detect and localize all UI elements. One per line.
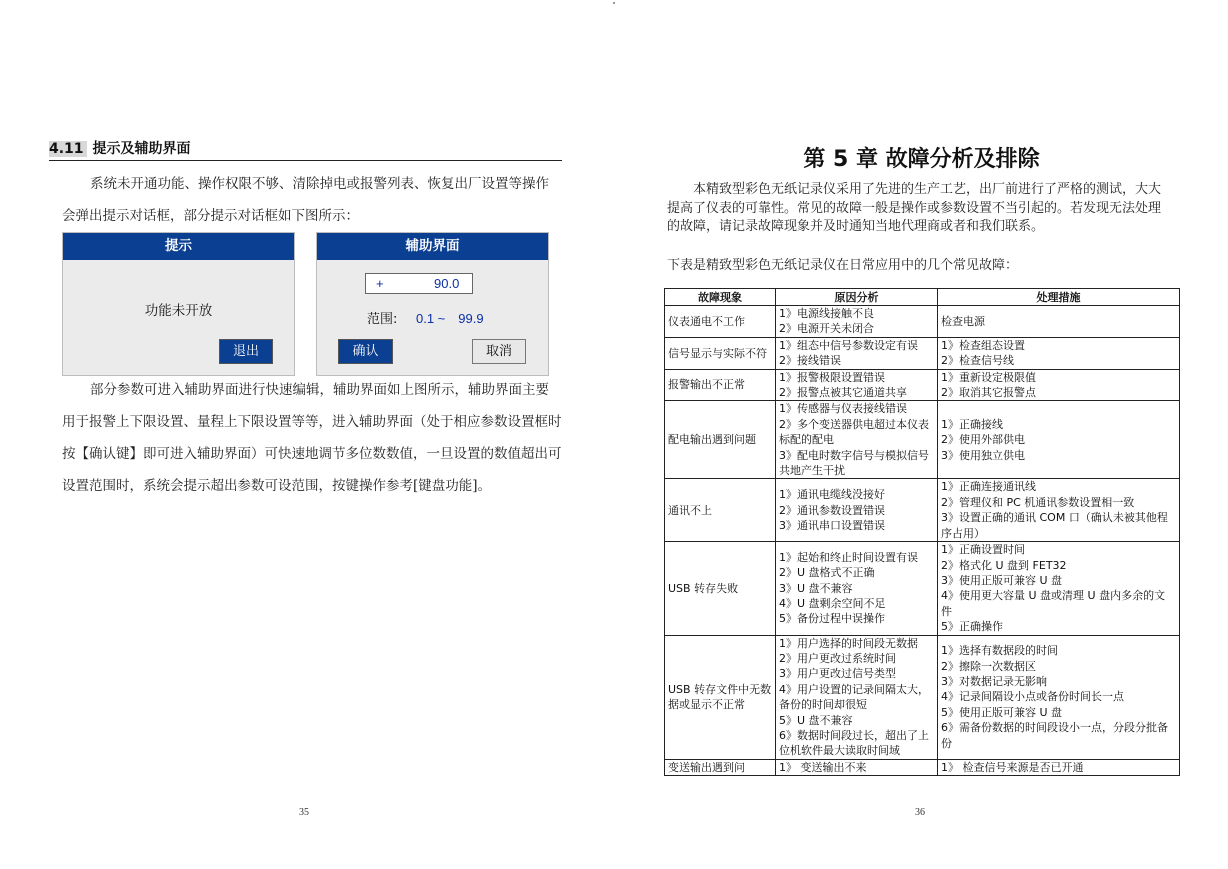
fix-cell xyxy=(938,479,1180,542)
cause-line: 2》U 盘格式不正确 xyxy=(779,566,875,580)
fix-cell xyxy=(938,306,1180,338)
table-row xyxy=(665,479,1180,542)
cause-line: 2》电源开关未闭合 xyxy=(779,322,874,336)
page-number-left: 35 xyxy=(299,807,309,818)
fix-cell xyxy=(938,759,1180,775)
cause-line: 5》U 盘不兼容 xyxy=(779,713,853,727)
cause-cell xyxy=(776,542,938,635)
table-row xyxy=(665,306,1180,338)
fix-line: 1》正确连接通讯线 xyxy=(941,480,1036,494)
fix-line: 1》正确接线 xyxy=(941,417,1003,431)
table-row xyxy=(665,542,1180,635)
cause-line: 1》组态中信号参数设定有误 xyxy=(779,338,918,352)
cause-cell xyxy=(776,306,938,338)
intro-paragraph xyxy=(62,168,562,232)
range-label: 范围: xyxy=(367,312,398,327)
cause-line: 2》多个变送器供电超过本仪表标配的配电 xyxy=(779,417,929,447)
fix-cell xyxy=(938,542,1180,635)
column-header: 原因分析 xyxy=(776,289,938,306)
fix-line: 1》正确设置时间 xyxy=(941,543,1025,557)
fix-cell xyxy=(938,401,1180,479)
value-sign: + xyxy=(376,276,384,291)
cause-line: 5》备份过程中误操作 xyxy=(779,612,885,626)
fix-line: 1》 检查信号来源是否已开通 xyxy=(941,760,1084,774)
cause-line: 1》通讯电缆线没接好 xyxy=(779,488,885,502)
fix-line: 5》使用正版可兼容 U 盘 xyxy=(941,705,1063,719)
fix-line: 2》取消其它报警点 xyxy=(941,386,1036,400)
value-text: 90.0 xyxy=(434,276,460,291)
chapter-title: 第 5 章 故障分析及排除 xyxy=(803,147,1040,172)
chapter-intro xyxy=(667,181,1172,237)
symptom-cell: 仪表通电不工作 xyxy=(665,306,776,338)
aux-dialog-title: 辅助界面 xyxy=(317,233,548,260)
cause-cell xyxy=(776,479,938,542)
fix-line: 2》检查信号线 xyxy=(941,354,1014,368)
symptom-cell: 报警输出不正常 xyxy=(665,369,776,401)
symptom-cell: USB 转存失败 xyxy=(665,542,776,635)
fix-line: 1》检查组态设置 xyxy=(941,338,1025,352)
fix-line: 6》需备份数据的时间段设小一点，分段分批备份 xyxy=(941,721,1168,750)
fix-line: 5》正确操作 xyxy=(941,620,1003,634)
cause-cell xyxy=(776,759,938,775)
fix-cell xyxy=(938,635,1180,759)
cause-line: 2》通讯参数设置错误 xyxy=(779,503,885,517)
column-header: 处理措施 xyxy=(938,289,1180,306)
cause-line: 1》 变送输出不来 xyxy=(779,760,867,774)
section-title: 提示及辅助界面 xyxy=(92,141,191,157)
fix-line: 3》设置正确的通讯 COM 口（确认未被其他程序占用） xyxy=(941,511,1168,540)
table-row xyxy=(665,759,1180,775)
cause-line: 1》起始和终止时间设置有误 xyxy=(779,550,918,564)
section-number: 4.11 xyxy=(49,141,87,157)
chapter-intro-text: 本精致型彩色无纸记录仪采用了先进的生产工艺，出厂前进行了严格的测试，大大提高了仪表的可靠性。常见的故障一般是操作或参数设置不当引起的。若发现无法处理的故障，请记录故障现象并及时通知当地代理商或者和我们联系。 xyxy=(667,182,1162,234)
range-value: 0.1 ~ 99.9 xyxy=(416,311,484,326)
aux-paragraph xyxy=(62,374,562,502)
fix-line: 4》记录间隔设小点或备份时间长一点 xyxy=(941,690,1124,704)
section-heading xyxy=(49,140,562,161)
cause-line: 4》U 盘剩余空间不足 xyxy=(779,597,886,611)
fix-line: 1》重新设定极限值 xyxy=(941,370,1036,384)
table-row xyxy=(665,635,1180,759)
value-input[interactable] xyxy=(365,273,473,294)
header-dot xyxy=(613,2,615,4)
fix-line: 1》选择有数据段的时间 xyxy=(941,644,1058,658)
fix-cell xyxy=(938,369,1180,401)
cause-line: 1》传感器与仪表接线错误 xyxy=(779,402,907,416)
table-row xyxy=(665,337,1180,369)
table-header-row xyxy=(665,289,1180,306)
fix-line: 3》对数据记录无影响 xyxy=(941,675,1047,689)
cause-line: 1》报警极限设置错误 xyxy=(779,370,885,384)
cause-line: 6》数据时间段过长，超出了上位机软件最大读取时间域 xyxy=(779,728,929,758)
fix-line: 2》格式化 U 盘到 FET32 xyxy=(941,558,1067,572)
cause-line: 3》用户更改过信号类型 xyxy=(779,667,896,681)
fix-line: 2》擦除一次数据区 xyxy=(941,659,1036,673)
cause-line: 2》用户更改过系统时间 xyxy=(779,651,896,665)
cause-line: 1》用户选择的时间段无数据 xyxy=(779,636,918,650)
cause-line: 3》U 盘不兼容 xyxy=(779,581,853,595)
tip-dialog-message: 功能未开放 xyxy=(144,303,213,319)
symptom-cell: 配电输出遇到问题 xyxy=(665,401,776,479)
table-row xyxy=(665,369,1180,401)
cause-cell xyxy=(776,337,938,369)
column-header: 故障现象 xyxy=(665,289,776,306)
symptom-cell: 信号显示与实际不符 xyxy=(665,337,776,369)
fix-line: 3》使用独立供电 xyxy=(941,448,1025,462)
table-intro: 下表是精致型彩色无纸记录仪在日常应用中的几个常见故障： xyxy=(667,258,1019,273)
cause-line: 3》配电时数字信号与模拟信号共地产生干扰 xyxy=(779,448,929,478)
cause-line: 1》电源线接触不良 xyxy=(779,307,874,320)
cause-line: 2》接线错误 xyxy=(779,354,841,368)
cancel-button[interactable]: 取消 xyxy=(472,339,526,364)
fix-line: 3》使用正版可兼容 U 盘 xyxy=(941,573,1063,587)
fault-table xyxy=(664,288,1180,776)
symptom-cell: 通讯不上 xyxy=(665,479,776,542)
intro-paragraph-text: 系统未开通功能、操作权限不够、清除掉电或报警列表、恢复出厂设置等操作会弹出提示对话框，部分提示对话框如下图所示： xyxy=(62,176,549,224)
cause-line: 4》用户设置的记录间隔太大，备份的时间却很短 xyxy=(779,682,929,712)
symptom-cell: USB 转存文件中无数据或显示不正常 xyxy=(665,635,776,759)
cause-line: 3》通讯串口设置错误 xyxy=(779,518,885,532)
cause-cell xyxy=(776,401,938,479)
tip-dialog-title: 提示 xyxy=(63,233,294,260)
symptom-cell: 变送输出遇到问 xyxy=(665,759,776,775)
cause-cell xyxy=(776,635,938,759)
exit-button[interactable]: 退出 xyxy=(219,339,273,364)
aux-dialog xyxy=(316,232,549,376)
cause-line: 2》报警点被其它通道共享 xyxy=(779,386,907,400)
fix-cell xyxy=(938,337,1180,369)
page-number-right: 36 xyxy=(915,807,925,818)
cause-cell xyxy=(776,369,938,401)
aux-paragraph-text: 部分参数可进入辅助界面进行快速编辑，辅助界面如上图所示，辅助界面主要用于报警上下限设置、量程上下限设置等等，进入辅助界面（处于相应参数设置框时按【确认键】即可进入辅助界面）可快速地调节多位数数值，一旦设置的数值超出可设置范围时，系统会提示超出参数可设范围，按键操作参考[键盘功能]。 xyxy=(62,382,562,494)
fix-line: 4》使用更大容量 U 盘或清理 U 盘内多余的文件 xyxy=(941,589,1166,618)
table-row xyxy=(665,401,1180,479)
fix-line: 检查电源 xyxy=(941,314,985,328)
tip-dialog xyxy=(62,232,295,376)
confirm-button[interactable]: 确认 xyxy=(338,339,393,364)
fix-line: 2》使用外部供电 xyxy=(941,433,1025,447)
fix-line: 2》管理仪和 PC 机通讯参数设置相一致 xyxy=(941,495,1135,509)
